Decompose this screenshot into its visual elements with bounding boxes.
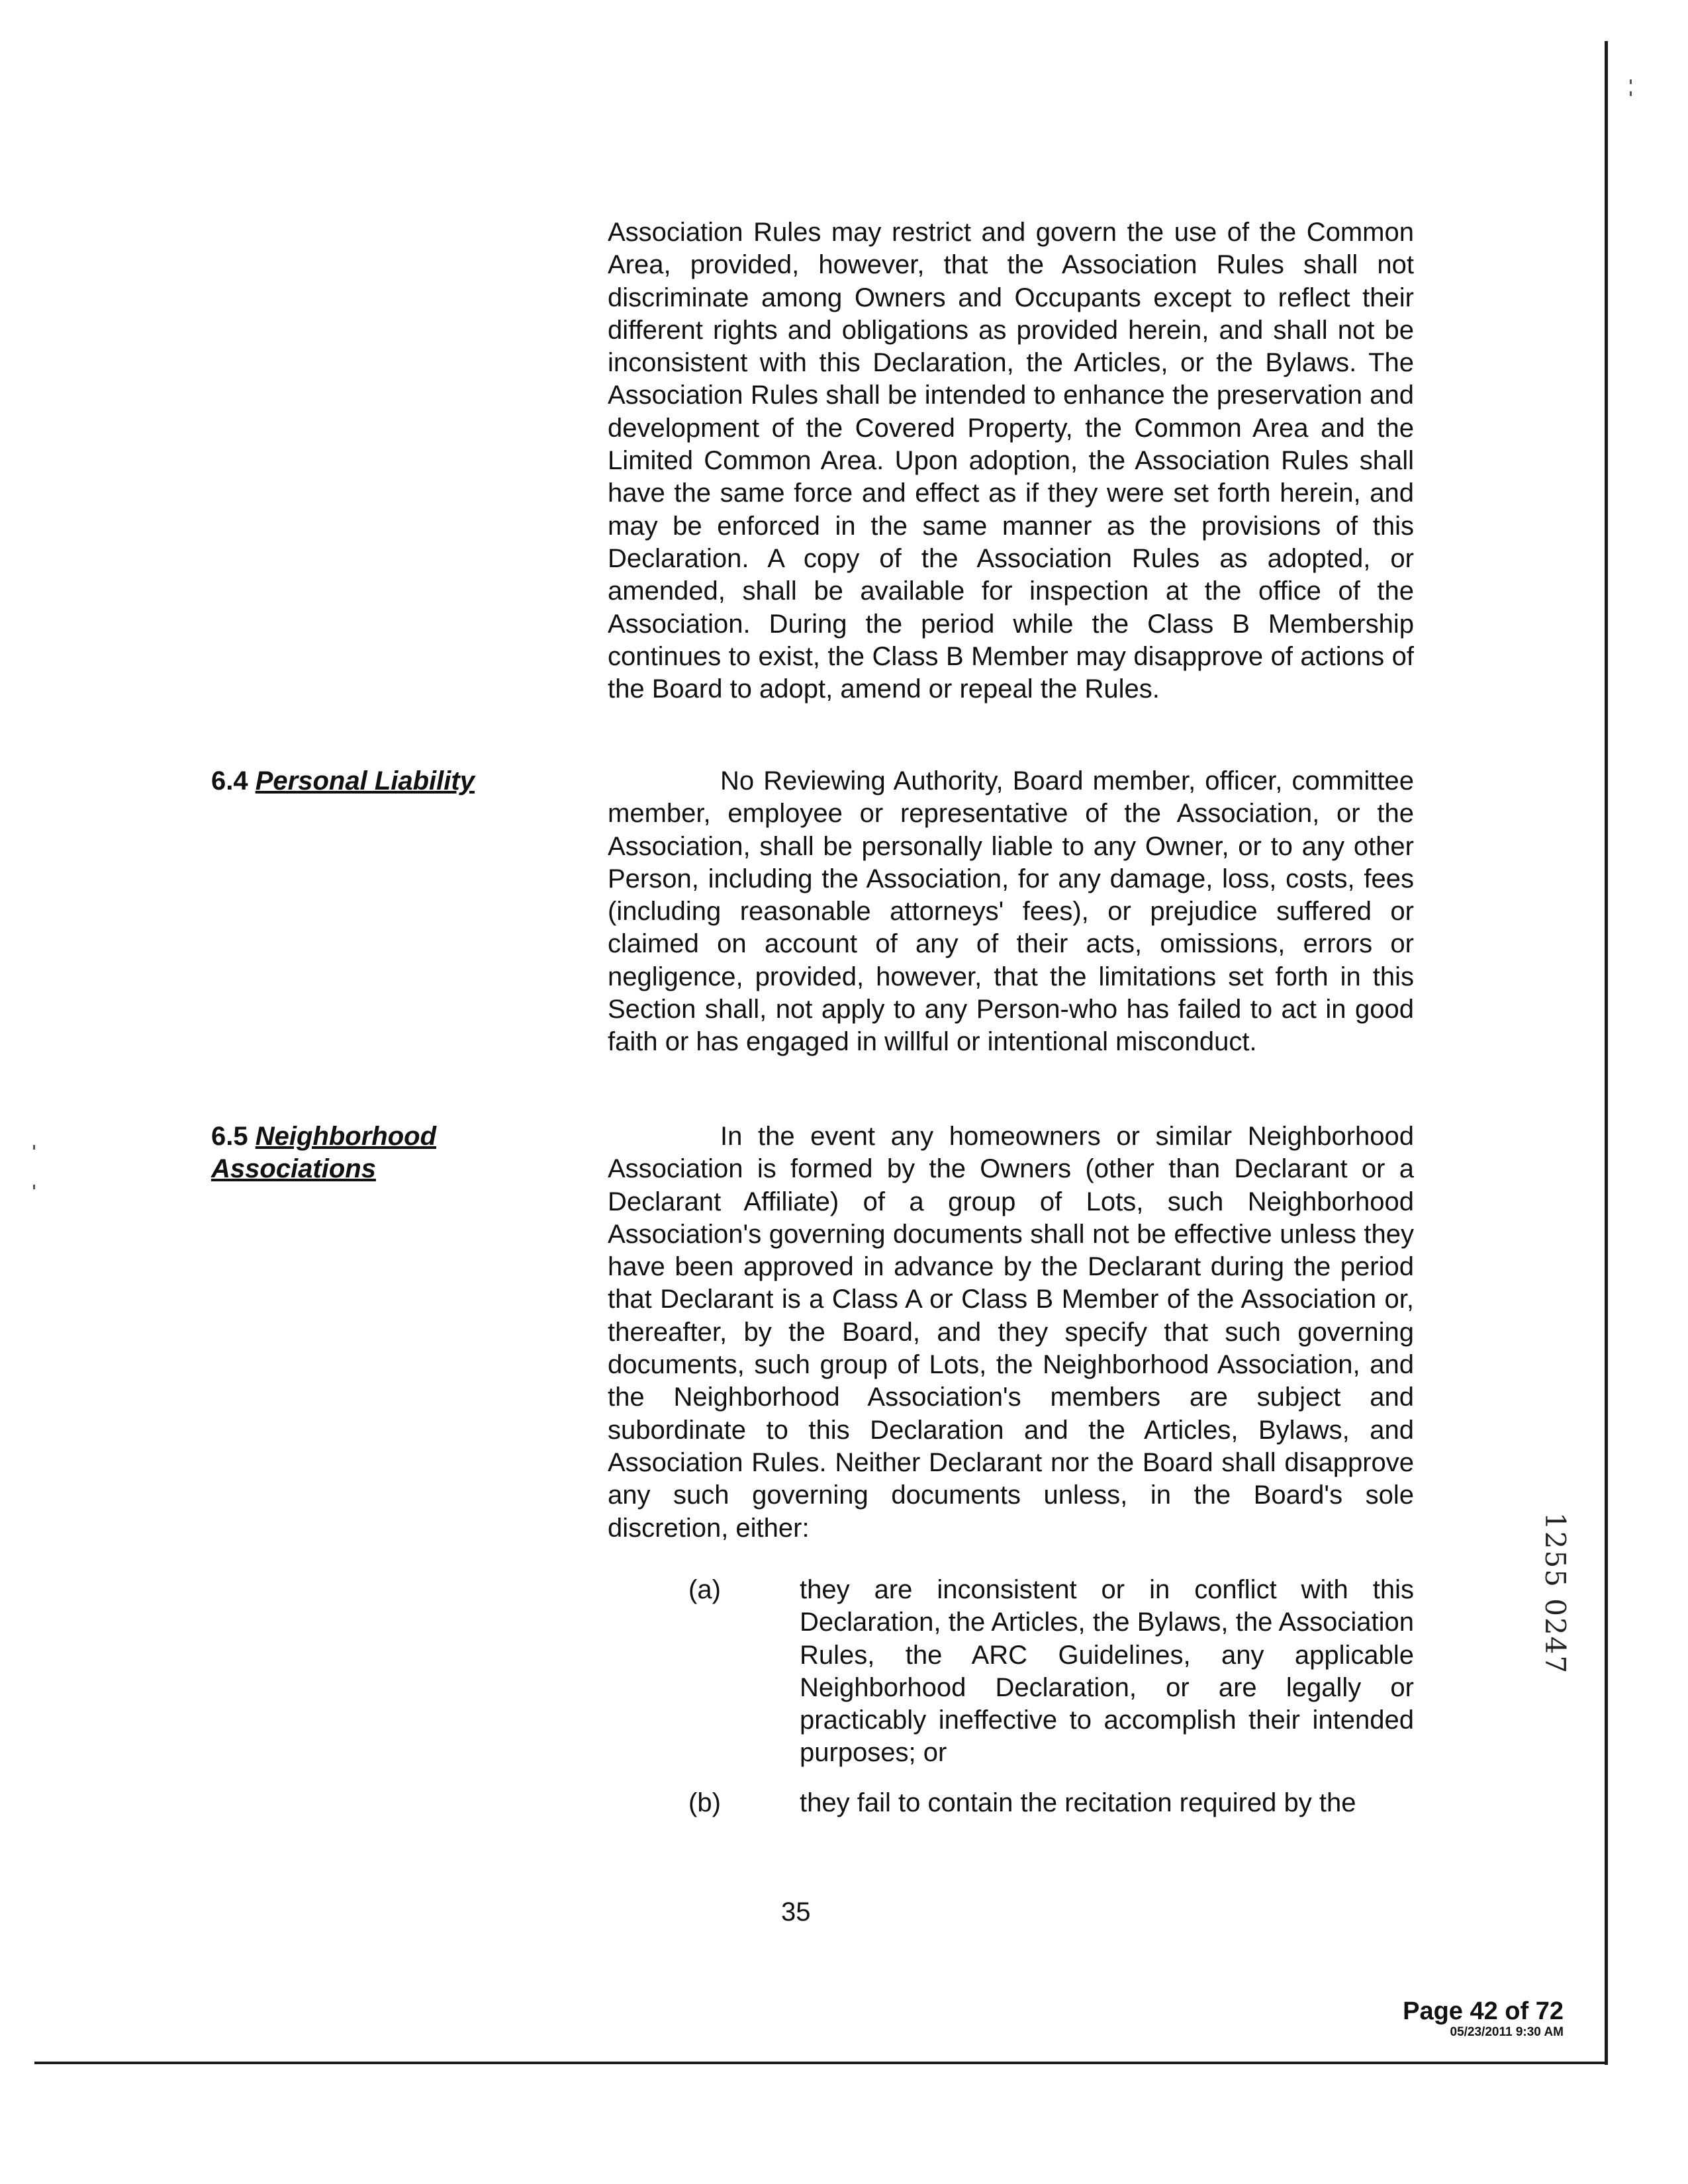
scan-speck	[1630, 91, 1632, 96]
page-border-right	[1605, 41, 1608, 2065]
neighborhood-paragraph: In the event any homeowners or similar Neighborhood Association is formed by the Owners (other than Declarant or a Declarant Affiliate) of a group of Lots, such Neighborhood Association's governing documents shall not be effective unless they have been approved in advance by the Declarant during the period that Declarant is a Class A or Class B Member of the Association or, thereafter, by the Board, and they specify that such governing documents, such group of Lots, the Neighborhood Association, and the Neighborhood Association's members are subject and subordinate to this Declaration and the Articles, Bylaws, and Association Rules. Neither Declarant nor the Board shall disapprove any such governing documents unless, in the Board's sole discretion, either:	[608, 1122, 1414, 1543]
list-item-text: they fail to contain the recitation required by the	[800, 1788, 1356, 1817]
liability-paragraph: No Reviewing Authority, Board member, officer, committee member, employee or representative of the Association, or the Association, shall be personally liable to any Owner, or to any other Person, including the Association, for any damage, loss, costs, fees (including reasonable attorneys' fees), or prejudice suffered or claimed on account of any of their acts, omissions, errors or negligence, provided, however, that the limitations set forth in this Section shall, not apply to any Person-who has failed to act in good faith or has engaged in willful or intentional misconduct.	[608, 766, 1414, 1057]
section-heading-6-4	[211, 765, 475, 797]
page-number: 35	[781, 1897, 811, 1927]
footer-page-label: Page 42 of 72	[1403, 1997, 1564, 2025]
scan-speck	[33, 1185, 35, 1189]
section-number: 6.4	[211, 766, 248, 796]
recording-stamp: 1255 0247	[1539, 1512, 1571, 1675]
section-heading-6-5	[211, 1120, 489, 1186]
section-title: Personal Liability	[255, 766, 475, 796]
rules-paragraph: Association Rules may restrict and govern the use of the Common Area, provided, however, that the Association Rules shall not discriminate among Owners and Occupants except to reflect their different rights and obligations as provided herein, and shall not be inconsistent with this Declaration, the Articles, or the Bylaws. The Association Rules shall be intended to enhance the preservation and development of the Covered Property, the Common Area and the Limited Common Area. Upon adoption, the Association Rules shall have the same force and effect as if they were set forth herein, and may be enforced in the same manner as the provisions of this Declaration. A copy of the Association Rules as adopted, or amended, shall be available for inspection at the office of the Association. During the period while the Class B Membership continues to exist, the Class B Member may disapprove of actions of the Board to adopt, amend or repeal the Rules.	[608, 218, 1414, 704]
page-border-bottom	[34, 2062, 1607, 2064]
footer-timestamp: 05/23/2011 9:30 AM	[1450, 2025, 1564, 2039]
list-item-label: (a)	[688, 1575, 721, 1604]
section-title: Neighborhood Associations	[211, 1122, 437, 1184]
list-item-label: (b)	[688, 1788, 721, 1817]
section-number: 6.5	[211, 1122, 248, 1151]
list-item-text: they are inconsistent or in conflict with this Declaration, the Articles, the Bylaws, the Association Rules, the ARC Guidelines, any applicable Neighborhood Declaration, or are legally or practicably ineffective to accomplish their intended purposes; or	[800, 1575, 1414, 1768]
scan-speck	[33, 1145, 35, 1150]
scan-speck	[1630, 79, 1632, 84]
